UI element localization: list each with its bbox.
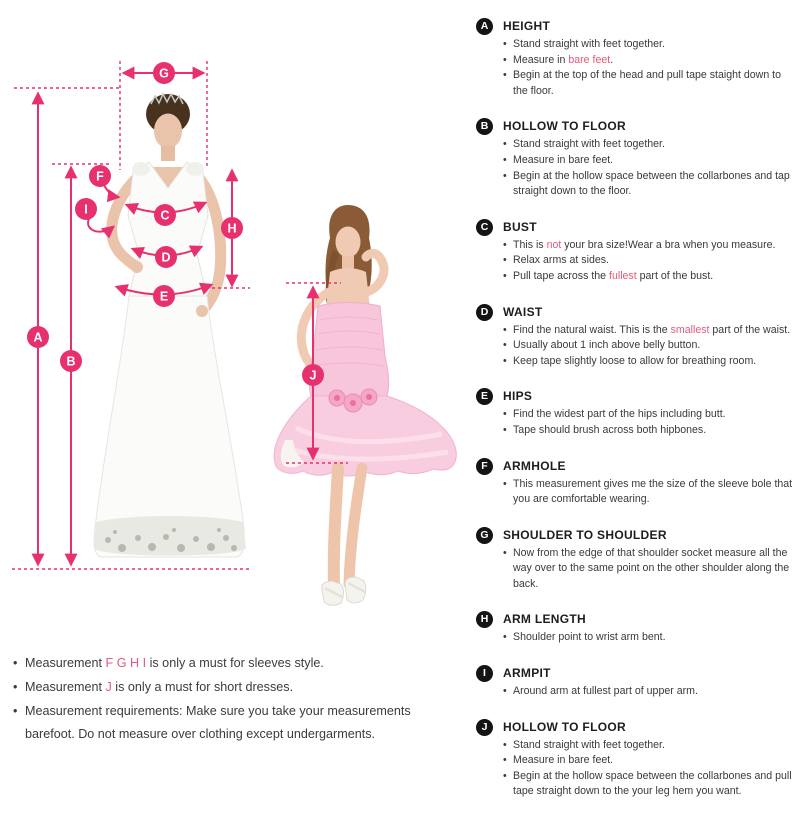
instruction-bullet bbox=[503, 354, 795, 370]
model-right-leg bbox=[349, 468, 362, 584]
plain-text: Begin at the hollow space between the collarbones and pull tape straight down to the your leg hem you want. bbox=[513, 769, 792, 798]
plain-text: Measure in bare feet. bbox=[513, 754, 614, 767]
bullet-list bbox=[503, 684, 795, 700]
instruction-bullet bbox=[503, 546, 795, 593]
plain-text: Shoulder point to wrist arm bent. bbox=[513, 631, 666, 644]
bullet-list bbox=[503, 407, 795, 438]
label-A bbox=[27, 326, 49, 348]
model-face bbox=[336, 227, 361, 258]
plain-text: Stand straight with feet together. bbox=[513, 38, 665, 50]
bullet-list bbox=[503, 137, 795, 199]
label-F bbox=[89, 165, 111, 187]
bullet-dot: • bbox=[13, 656, 18, 670]
bullet-dot: • bbox=[503, 238, 507, 251]
section-title: HEIGHT bbox=[503, 19, 551, 33]
plain-text: Measure in bbox=[513, 53, 569, 66]
footnotes bbox=[13, 652, 451, 747]
section-title: HOLLOW TO FLOOR bbox=[503, 719, 626, 734]
letter-badge: D bbox=[476, 304, 493, 321]
label-G bbox=[153, 62, 175, 84]
plain-text: part of the bust. bbox=[636, 269, 714, 282]
instruction-bullet bbox=[503, 630, 795, 646]
footnote bbox=[13, 676, 451, 699]
highlighted-text: bare feet bbox=[568, 53, 611, 66]
section-title: ARMPIT bbox=[503, 666, 551, 681]
bullet-dot: • bbox=[503, 153, 507, 166]
measurement-section bbox=[476, 611, 795, 646]
bullet-list bbox=[503, 37, 795, 99]
plain-text: Tape should brush across both hipbones. bbox=[513, 423, 707, 436]
bullet-dot: • bbox=[503, 738, 507, 751]
highlighted-text: not bbox=[546, 238, 562, 251]
instruction-bullet bbox=[503, 169, 795, 200]
model-left-leg bbox=[334, 468, 338, 584]
label-A-letter: A bbox=[33, 330, 43, 345]
label-C bbox=[154, 204, 176, 226]
label-F-letter: F bbox=[96, 169, 104, 184]
bullet-dot: • bbox=[503, 53, 507, 66]
plain-text: Measurement bbox=[25, 680, 106, 694]
bullet-dot: • bbox=[503, 408, 507, 421]
instruction-bullet bbox=[503, 769, 795, 800]
bullet-dot: • bbox=[503, 769, 507, 782]
measurement-guide-list bbox=[476, 18, 795, 819]
instruction-bullet bbox=[503, 269, 795, 285]
bullet-dot: • bbox=[503, 38, 507, 50]
measurement-section bbox=[476, 458, 795, 508]
plain-text: Measurement bbox=[25, 656, 106, 670]
section-title: HOLLOW TO FLOOR bbox=[503, 119, 626, 134]
bride-neck bbox=[161, 146, 175, 161]
instruction-bullet bbox=[503, 238, 795, 254]
label-B-letter: B bbox=[66, 354, 76, 369]
label-I bbox=[75, 198, 97, 220]
bullet-dot: • bbox=[503, 254, 507, 267]
measurement-section bbox=[476, 219, 795, 285]
letter-badge: E bbox=[476, 388, 493, 405]
lace-strap-left bbox=[132, 162, 150, 176]
bullet-dot: • bbox=[503, 354, 507, 367]
plain-text: Find the widest part of the hips including butt. bbox=[513, 408, 726, 421]
label-H-letter: H bbox=[227, 221, 237, 236]
bullet-dot: • bbox=[503, 138, 507, 151]
section-title: WAIST bbox=[503, 304, 543, 319]
section-title: BUST bbox=[503, 219, 537, 234]
label-E bbox=[153, 285, 175, 307]
label-J-letter: J bbox=[309, 368, 317, 383]
highlighted-text: J bbox=[105, 680, 112, 694]
section-title: ARM LENGTH bbox=[503, 612, 586, 627]
plain-text: your bra size!Wear a bra when you measure. bbox=[561, 238, 776, 251]
measurement-section bbox=[476, 304, 795, 370]
bullet-dot: • bbox=[503, 477, 507, 490]
label-I-letter: I bbox=[84, 202, 88, 217]
label-C-letter: C bbox=[160, 208, 170, 223]
instruction-bullet bbox=[503, 68, 795, 99]
letter-badge: G bbox=[476, 527, 493, 544]
bullet-list bbox=[503, 323, 795, 370]
bullet-dot: • bbox=[503, 685, 507, 698]
letter-badge: I bbox=[476, 665, 493, 682]
gown-hem-lace bbox=[94, 516, 246, 556]
highlighted-text: smallest bbox=[670, 323, 710, 336]
plain-text: Stand straight with feet together. bbox=[513, 138, 665, 151]
label-E-letter: E bbox=[159, 289, 169, 304]
plain-text: Find the natural waist. This is the bbox=[513, 323, 671, 336]
plain-text: Around arm at fullest part of upper arm. bbox=[513, 685, 698, 698]
instruction-bullet bbox=[503, 53, 795, 69]
bullet-dot: • bbox=[503, 169, 507, 182]
footnote bbox=[13, 700, 451, 746]
letter-badge: H bbox=[476, 611, 493, 628]
plain-text: Stand straight with feet together. bbox=[513, 738, 665, 751]
measurement-diagram bbox=[0, 0, 470, 650]
plain-text: Relax arms at sides. bbox=[513, 254, 609, 267]
instruction-bullet bbox=[503, 738, 795, 754]
plain-text: Keep tape slightly loose to allow for breathing room. bbox=[513, 354, 757, 367]
letter-badge: F bbox=[476, 458, 493, 475]
plain-text: Begin at the top of the head and pull tape staight down to the floor. bbox=[513, 69, 781, 97]
measurement-section bbox=[476, 118, 795, 199]
measurement-section bbox=[476, 719, 795, 800]
plain-text: This is bbox=[513, 238, 547, 251]
footnote bbox=[13, 652, 451, 675]
plain-text: Now from the edge of that shoulder socket measure all the way over to the same point on the other shoulder along the back. bbox=[513, 546, 790, 590]
bullet-dot: • bbox=[503, 269, 507, 282]
plain-text: Begin at the hollow space between the collarbones and tap straight down to the floor. bbox=[513, 169, 790, 198]
measurement-section bbox=[476, 18, 795, 99]
highlighted-text: fullest bbox=[609, 269, 637, 282]
letter-badge: A bbox=[476, 18, 493, 35]
bullet-dot: • bbox=[503, 546, 507, 559]
highlighted-text: F G H I bbox=[105, 656, 147, 670]
bullet-dot: • bbox=[503, 631, 507, 644]
instruction-bullet bbox=[503, 323, 795, 339]
plain-text: is only a must for sleeves style. bbox=[146, 656, 324, 670]
bride-face bbox=[154, 114, 182, 149]
bullet-dot: • bbox=[13, 680, 18, 694]
label-B bbox=[60, 350, 82, 372]
letter-badge: J bbox=[476, 719, 493, 736]
instruction-bullet bbox=[503, 407, 795, 423]
instruction-bullet bbox=[503, 153, 795, 169]
lace-strap-right bbox=[186, 162, 204, 176]
bride-figure bbox=[94, 94, 246, 557]
instruction-bullet bbox=[503, 684, 795, 700]
instruction-bullet bbox=[503, 37, 795, 53]
model-neck bbox=[342, 256, 354, 269]
bullet-dot: • bbox=[503, 754, 507, 767]
bullet-dot: • bbox=[503, 69, 507, 82]
plain-text: is only a must for short dresses. bbox=[111, 680, 294, 694]
bullet-dot: • bbox=[503, 339, 507, 352]
bullet-list bbox=[503, 238, 795, 285]
bullet-dot: • bbox=[503, 423, 507, 436]
models-and-annotations-canvas bbox=[0, 0, 470, 650]
model-chest bbox=[326, 268, 370, 308]
section-title: HIPS bbox=[503, 389, 533, 404]
plain-text: Pull tape across the bbox=[513, 269, 609, 282]
bullet-list bbox=[503, 630, 795, 646]
plain-text: Measure in bare feet. bbox=[513, 153, 614, 166]
letter-badge: B bbox=[476, 118, 493, 135]
letter-badge: C bbox=[476, 219, 493, 236]
plain-text: Measurement requirements: Make sure you take your measurements barefoot. Do not measure over clothing except undergarments. bbox=[25, 704, 411, 741]
measurement-section bbox=[476, 388, 795, 438]
section-title: ARMHOLE bbox=[503, 458, 566, 473]
bride-right-hand bbox=[196, 305, 208, 317]
bullet-dot: • bbox=[503, 323, 507, 336]
plain-text: Usually about 1 inch above belly button. bbox=[513, 339, 701, 352]
plain-text: part of the waist. bbox=[709, 323, 791, 336]
instruction-bullet bbox=[503, 137, 795, 153]
label-D-letter: D bbox=[161, 250, 171, 265]
instruction-bullet bbox=[503, 477, 795, 508]
bullet-list bbox=[503, 738, 795, 800]
label-H bbox=[221, 217, 243, 239]
instruction-bullet bbox=[503, 338, 795, 354]
label-D bbox=[155, 246, 177, 268]
instruction-bullet bbox=[503, 423, 795, 439]
bullet-dot: • bbox=[13, 704, 18, 718]
plain-text: This measurement gives me the size of the sleeve bole that you are comfortable wearing. bbox=[513, 477, 793, 506]
section-title: SHOULDER TO SHOULDER bbox=[503, 527, 667, 542]
instruction-bullet bbox=[503, 753, 795, 769]
instruction-bullet bbox=[503, 253, 795, 269]
measurement-section bbox=[476, 665, 795, 700]
bullet-list bbox=[503, 477, 795, 508]
bride-left-hand bbox=[131, 261, 143, 273]
pink-dress-figure bbox=[274, 205, 456, 605]
label-G-letter: G bbox=[159, 66, 169, 81]
bullet-list bbox=[503, 546, 795, 593]
measure-arrow-F bbox=[104, 185, 118, 197]
plain-text: . bbox=[610, 53, 614, 66]
measurement-section bbox=[476, 527, 795, 593]
label-J bbox=[302, 364, 324, 386]
